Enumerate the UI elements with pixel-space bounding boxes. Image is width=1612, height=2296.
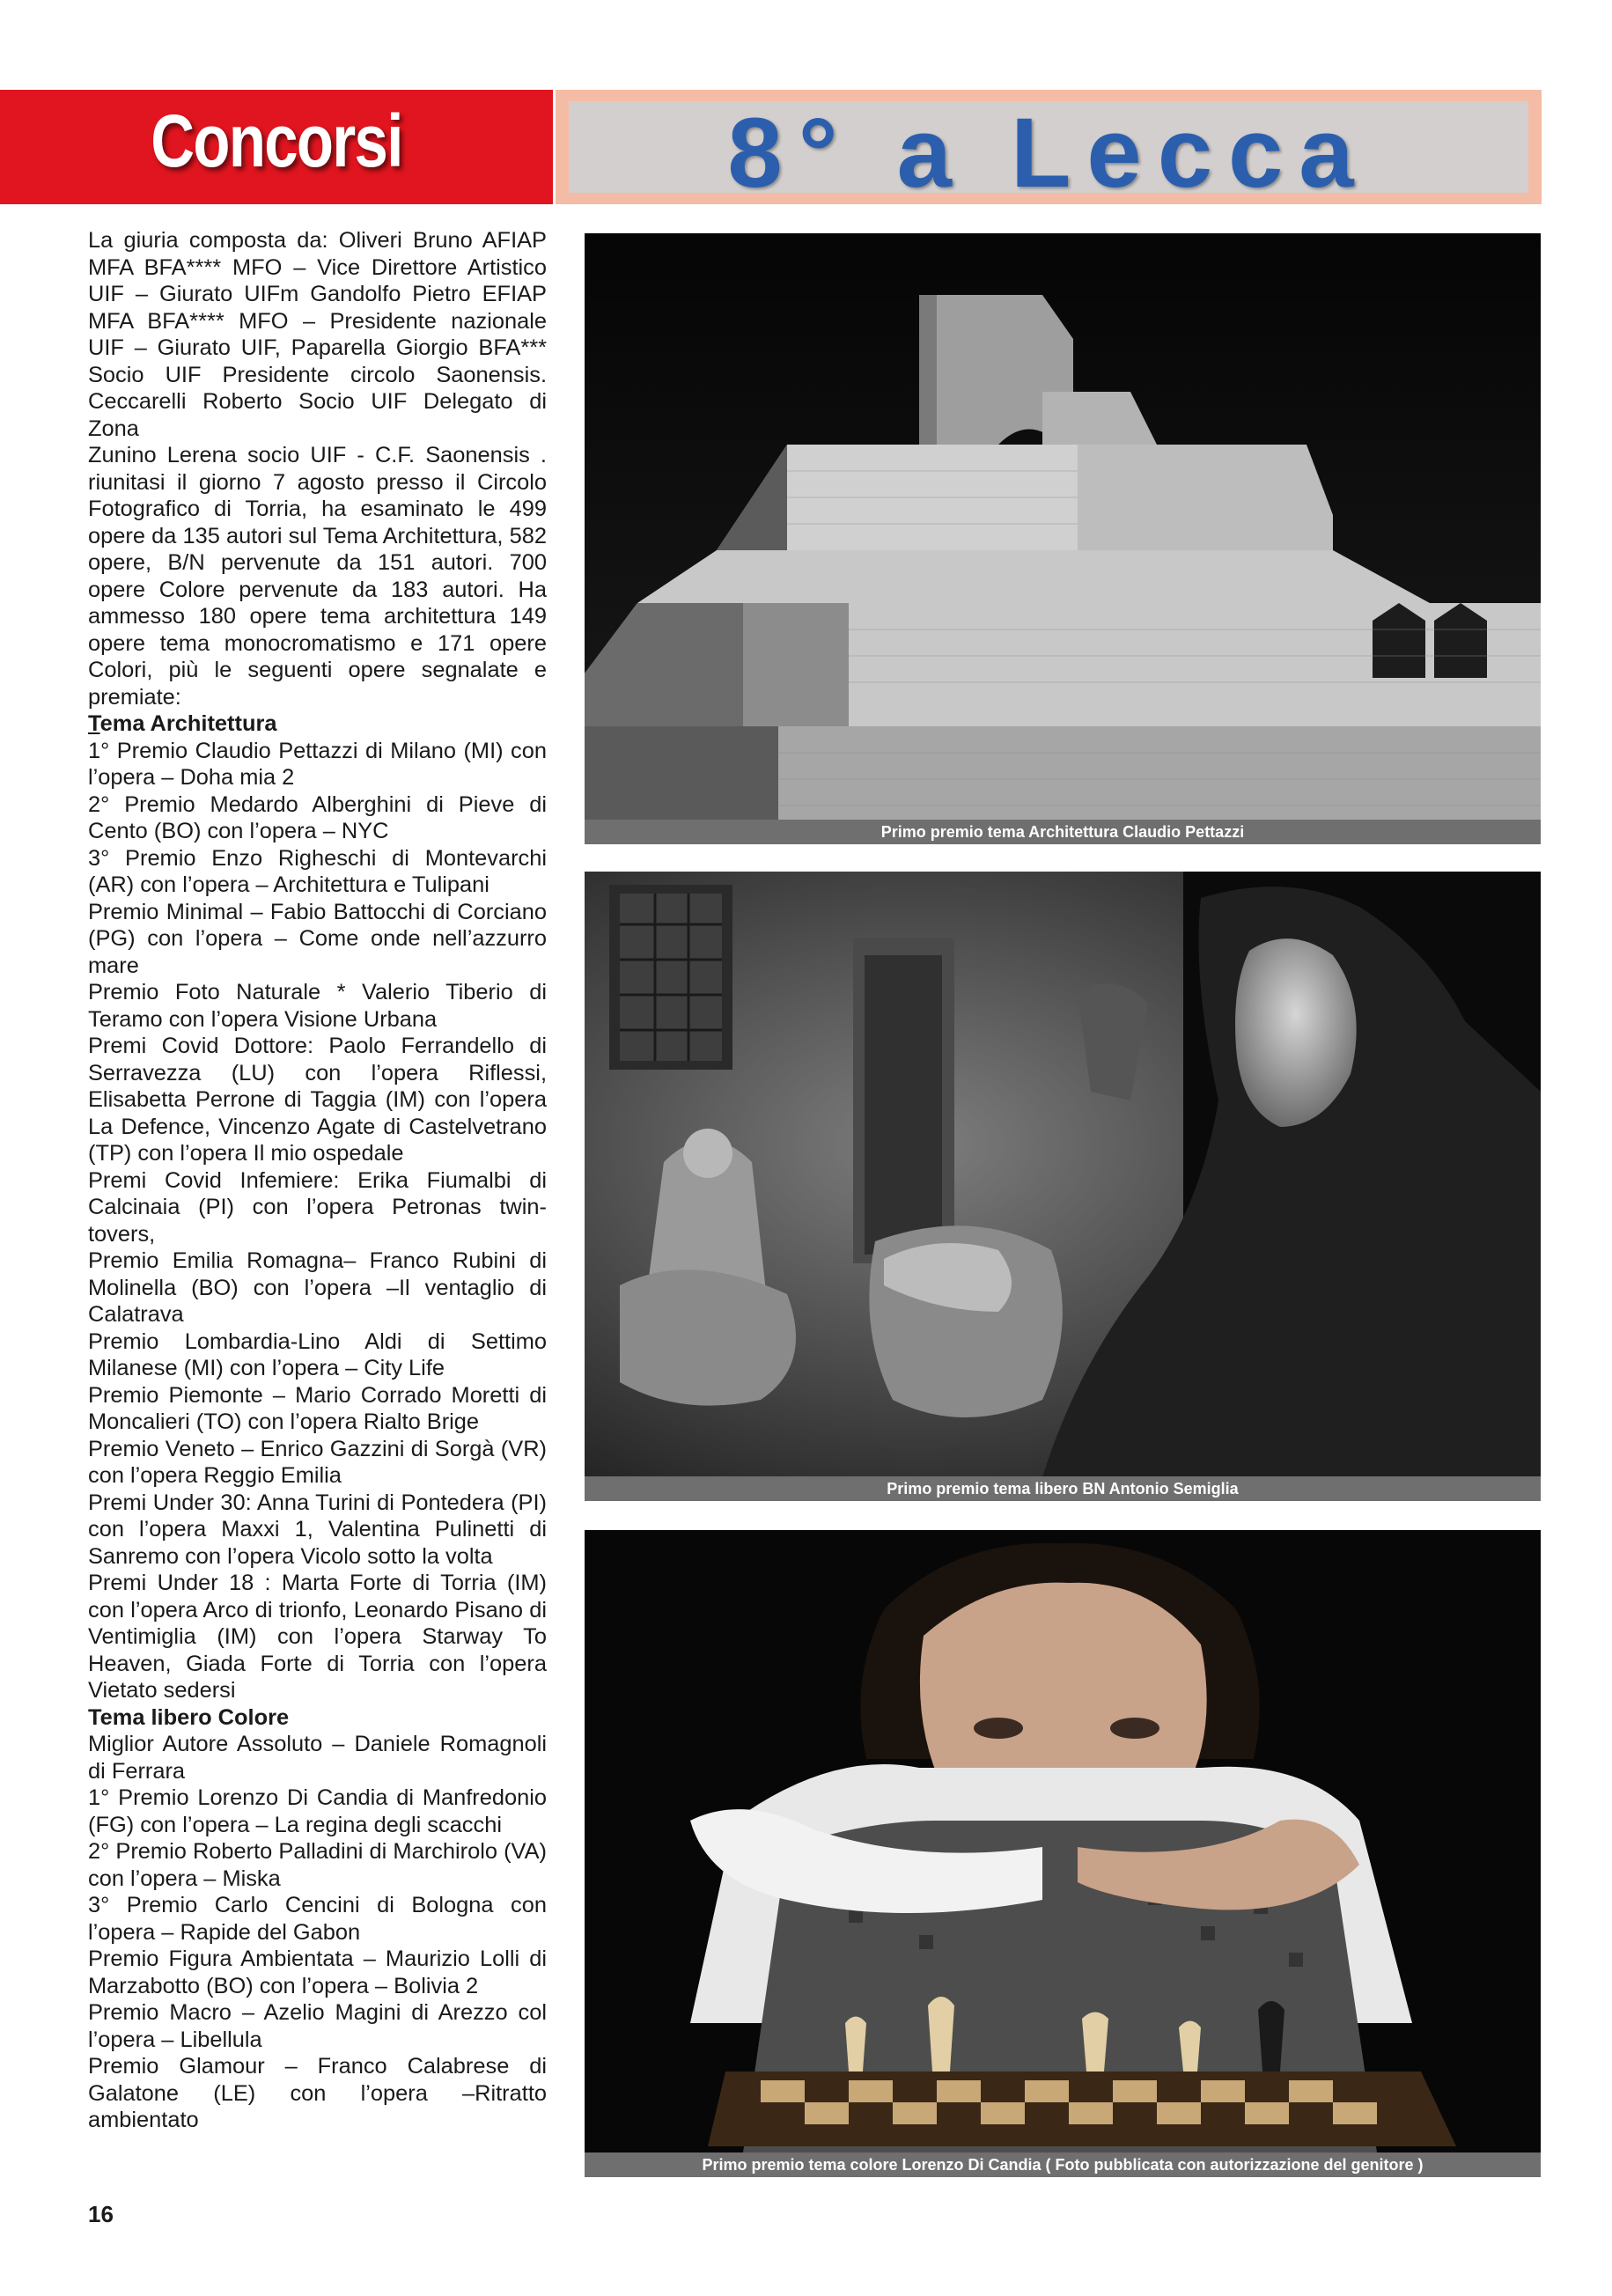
photo-colour-portrait — [585, 1530, 1541, 2152]
page-headline: 8° a Lecca — [727, 98, 1370, 208]
award-entry: Premio Figura Ambientata – Maurizio Lolli di Marzabotto (BO) con l’opera – Bolivia 2 — [88, 1946, 547, 1998]
award-entry: 1° Premio Lorenzo Di Candia di Manfredonio (FG) con l’opera – La regina degli scacchi — [88, 1785, 547, 1837]
award-entry: Premio Lombardia-Lino Aldi di Settimo Milanese (MI) con l’opera – City Life — [88, 1328, 547, 1380]
award-entry: Premi Covid Dottore: Paolo Ferrandello di Serravezza (LU) con l’opera Riflessi, Elisabetta Perrone di Taggia (IM) con l’opera La Defence, Vincenzo Agate di Castelvetrano (TP) con l’opera Il mio ospedale — [88, 1034, 547, 1166]
award-entry: Premio Emilia Romagna– Franco Rubini di Molinella (BO) con l’opera –Il ventaglio di Calatrava — [88, 1248, 547, 1327]
section-label: Concorsi — [151, 99, 402, 182]
award-entry: Premi Covid Infemiere: Erika Fiumalbi di Calcinaia (PI) con l’opera Petronas twin-tovers, — [88, 1167, 547, 1247]
award-entry: Premi Under 30: Anna Turini di Pontedera (PI) con l’opera Maxxi 1, Valentina Pulinetti di Sanremo con l’opera Vicolo sotto la volta — [88, 1490, 547, 1569]
award-entry: 2° Premio Roberto Palladini di Marchirolo (VA) con l’opera – Miska — [88, 1839, 547, 1891]
section-heading-architettura: Tema Architettura — [88, 711, 277, 736]
page-number: 16 — [88, 2201, 114, 2227]
award-entry: Premio Minimal – Fabio Battocchi di Corciano (PG) con l’opera – Come onde nell’azzurro mare — [88, 899, 547, 978]
award-entry: 3° Premio Enzo Righeschi di Montevarchi (AR) con l’opera – Architettura e Tulipani — [88, 845, 547, 897]
photo-bn-portrait — [585, 872, 1541, 1477]
portrait-illustration — [585, 872, 1541, 1477]
award-entry: Miglior Autore Assoluto – Daniele Romagnoli di Ferrara — [88, 1732, 547, 1784]
award-entry: Premio Foto Naturale * Valerio Tiberio di Teramo con l’opera Visione Urbana — [88, 980, 547, 1032]
headline-panel — [569, 98, 1528, 208]
award-entry: 3° Premio Carlo Cencini di Bologna con l’opera – Rapide del Gabon — [88, 1893, 547, 1945]
section-banner — [0, 90, 553, 204]
chess-girl-illustration — [585, 1530, 1541, 2152]
award-entry: Premio Glamour – Franco Calabrese di Galatone (LE) con l’opera –Ritratto ambientato — [88, 2054, 547, 2132]
headline-banner — [556, 90, 1542, 208]
award-entry: 2° Premio Medardo Alberghini di Pieve di Cento (BO) con l’opera – NYC — [88, 791, 547, 843]
photo-caption: Primo premio tema libero BN Antonio Semiglia — [585, 1476, 1541, 1501]
building-illustration — [585, 233, 1541, 820]
photo-caption: Primo premio tema colore Lorenzo Di Candia ( Foto pubblicata con autorizzazione del genitore ) — [585, 2152, 1541, 2177]
intro-paragraph: La giuria composta da: Oliveri Bruno AFIAP MFA BFA**** MFO – Vice Direttore Artistico UIF – Giurato UIFm Gandolfo Pietro EFIAP MFA BFA**** MFO – Presidente nazionale UIF – Giurato UIF, Paparella Giorgio BFA*** Socio UIF Presidente circolo Saonensis. Ceccarelli Roberto Socio UIF Delegato di Zona — [88, 228, 547, 441]
photo-architecture — [585, 233, 1541, 820]
intro-paragraph: Zunino Lerena socio UIF - C.F. Saonensis . riunitasi il giorno 7 agosto presso il Circolo Fotografico di Torria, ha esaminato le 499 opere da 135 autori sul Tema Architettura, 582 opere, B/N pervenute da 151 autori. 700 opere Colore pervenute da 183 autori. Ha ammesso 180 opere tema architettura 149 opere tema monocromatismo e 171 opere Colori, più le seguenti opere segnalate e premiate: — [88, 443, 547, 710]
award-entry: Premio Veneto – Enrico Gazzini di Sorgà (VR) con l’opera Reggio Emilia — [88, 1436, 547, 1488]
photo-caption: Primo premio tema Architettura Claudio Pettazzi — [585, 820, 1541, 844]
award-entry: Premio Macro – Azelio Magini di Arezzo col l’opera – Libellula — [88, 2000, 547, 2052]
award-entry: 1° Premio Claudio Pettazzi di Milano (MI) con l’opera – Doha mia 2 — [88, 738, 547, 790]
section-heading-colore: Tema libero Colore — [88, 1704, 290, 1730]
article-body — [88, 227, 547, 2134]
award-entry: Premi Under 18 : Marta Forte di Torria (IM) con l’opera Arco di trionfo, Leonardo Pisano di Ventimiglia (IM) con l’opera Starway To Heaven, Giada Forte di Torria con l’opera Vietato sedersi — [88, 1571, 547, 1703]
award-entry: Premio Piemonte – Mario Corrado Moretti di Moncalieri (TO) con l’opera Rialto Brige — [88, 1382, 547, 1434]
